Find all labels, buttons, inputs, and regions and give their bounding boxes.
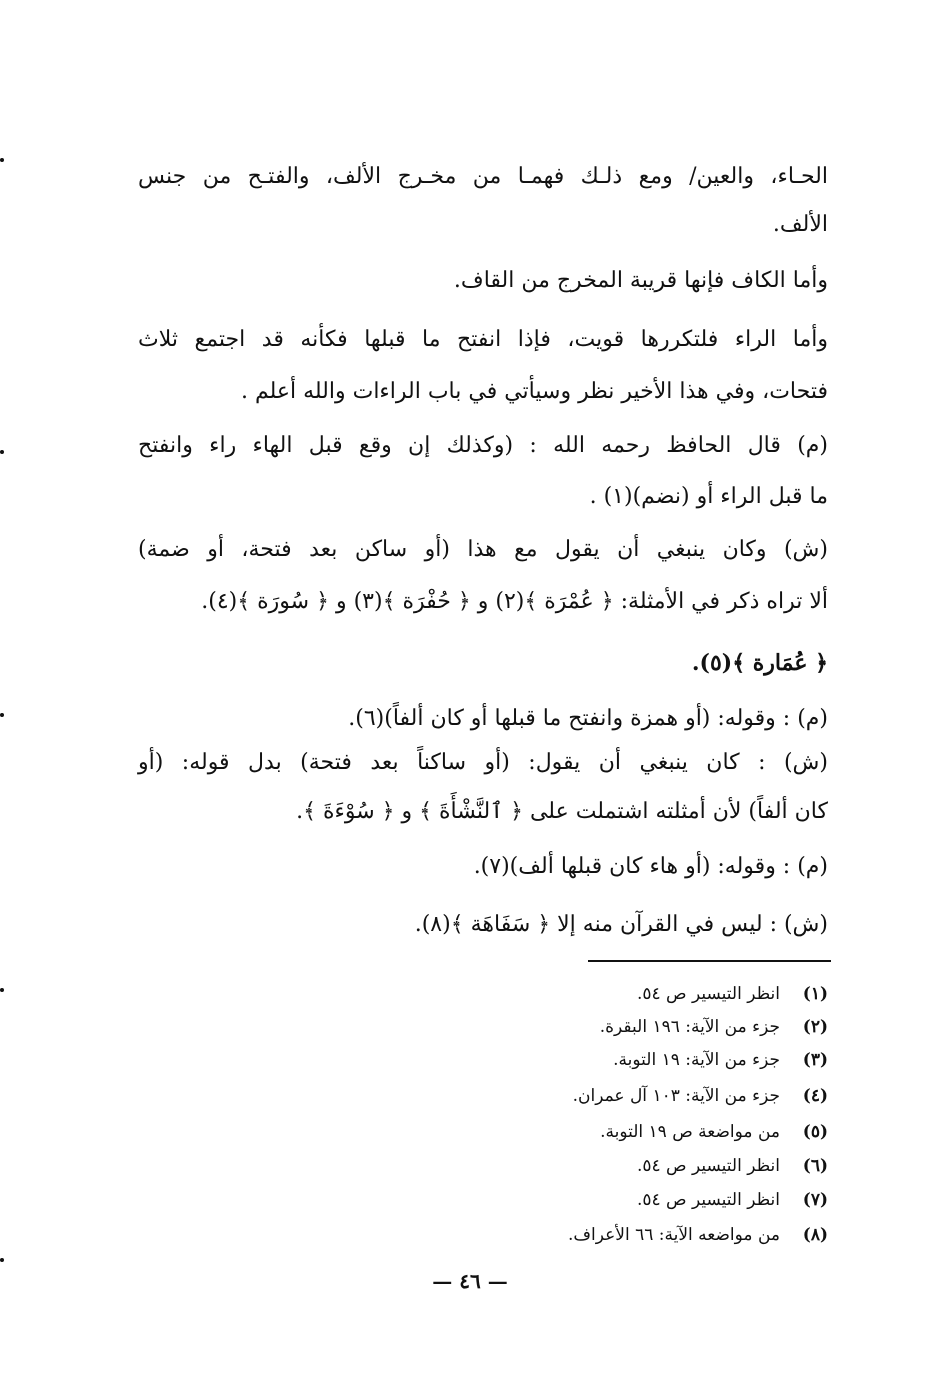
footnote: [573, 1084, 828, 1108]
footnote-number: (٨): [802, 1225, 828, 1245]
body-line: كان ألفاً) لأن أمثلته اشتملت على ﴿ ٱلنَّشْأَةَ ﴾ و ﴿ سُوْءَةَ ﴾.: [296, 799, 828, 824]
scan-edge-mark: [0, 450, 4, 454]
body-line: ألا تراه ذكر في الأمثلة: ﴿ عُمْرَة ﴾(٢) و ﴿ حُفْرَة ﴾(٣) و ﴿ سُورَة ﴾(٤).: [201, 589, 828, 614]
footnote-text: انظر التيسير ص ٥٤.: [636, 984, 780, 1004]
footnote: [568, 1223, 828, 1247]
body-line: (م) : وقوله: (أو هاء كان قبلها ألف)(٧).: [473, 854, 828, 879]
footnote: [637, 1154, 828, 1178]
body-line: وأما الكاف فإنها قريبة المخرج من القاف.: [453, 268, 828, 293]
scan-edge-mark: [0, 158, 4, 162]
footnote: [637, 982, 828, 1006]
scan-edge-mark: [0, 988, 4, 992]
body-line: ما قبل الراء أو (نضم)(١) .: [589, 484, 828, 509]
footnote-number: (٤): [802, 1086, 828, 1106]
scan-edge-mark: [0, 713, 4, 717]
footnote: [637, 1188, 828, 1212]
body-line: الحـاء، والعين/ ومع ذلـك فهمـا من مخـرج الألف، والفتـح من جنس: [138, 164, 828, 189]
footnote-text: جزء من الآية: ١٩٦ البقرة.: [599, 1017, 780, 1037]
page-number: — ٤٦ —: [432, 1269, 508, 1293]
body-line: (م) : وقوله: (أو همزة وانفتح ما قبلها أو كان ألفاً)(٦).: [348, 706, 828, 731]
footnote-number: (٧): [802, 1190, 828, 1210]
footnote: [600, 1120, 828, 1144]
footnote-number: (٣): [802, 1050, 828, 1070]
footnote: [600, 1015, 828, 1039]
footnote-text: جزء من الآية: ١٩ التوبة.: [613, 1050, 780, 1070]
footnote-text: انظر التيسير ص ٥٤.: [636, 1156, 780, 1176]
footnote-text: جزء من الآية: ١٠٣ آل عمران.: [572, 1086, 780, 1106]
footnote-separator: [588, 960, 831, 962]
body-line: (ش) : ليس في القرآن منه إلا ﴿ سَفَاهَة ﴾(٨).: [414, 912, 828, 937]
footnote-number: (٥): [802, 1122, 828, 1142]
body-line: ﴿ عُمَارة ﴾(٥).: [691, 650, 828, 676]
scan-edge-mark: [0, 1258, 4, 1262]
body-line: فتحات، وفي هذا الأخير نظر وسيأتي في باب الراءات والله أعلم .: [240, 379, 828, 404]
body-line: وأما الراء فلتكررها قويت، فإذا انفتح ما قبلها فكأنه قد اجتمع ثلاث: [138, 327, 828, 352]
body-line: (ش) : كان ينبغي أن يقول: (أو ساكناً بعد فتحة) بدل قوله: (أو: [138, 750, 828, 775]
footnote-text: انظر التيسير ص ٥٤.: [636, 1190, 780, 1210]
body-line: (ش) وكان ينبغي أن يقول مع هذا (أو ساكن بعد فتحة، أو ضمة): [138, 537, 828, 562]
footnote: [613, 1048, 828, 1072]
body-line: الألف.: [772, 212, 828, 237]
footnote-number: (٦): [802, 1156, 828, 1176]
footnote-number: (٢): [802, 1017, 828, 1037]
footnote-number: (١): [802, 984, 828, 1004]
body-line: (م) قال الحافظ رحمه الله : (وكذلك إن وقع قبل الهاء راء وانفتح: [138, 433, 828, 458]
footnote-text: من مواضعه الآية: ٦٦ الأعراف.: [568, 1225, 780, 1245]
footnote-text: من مواضعة ص ١٩ التوبة.: [600, 1122, 780, 1142]
